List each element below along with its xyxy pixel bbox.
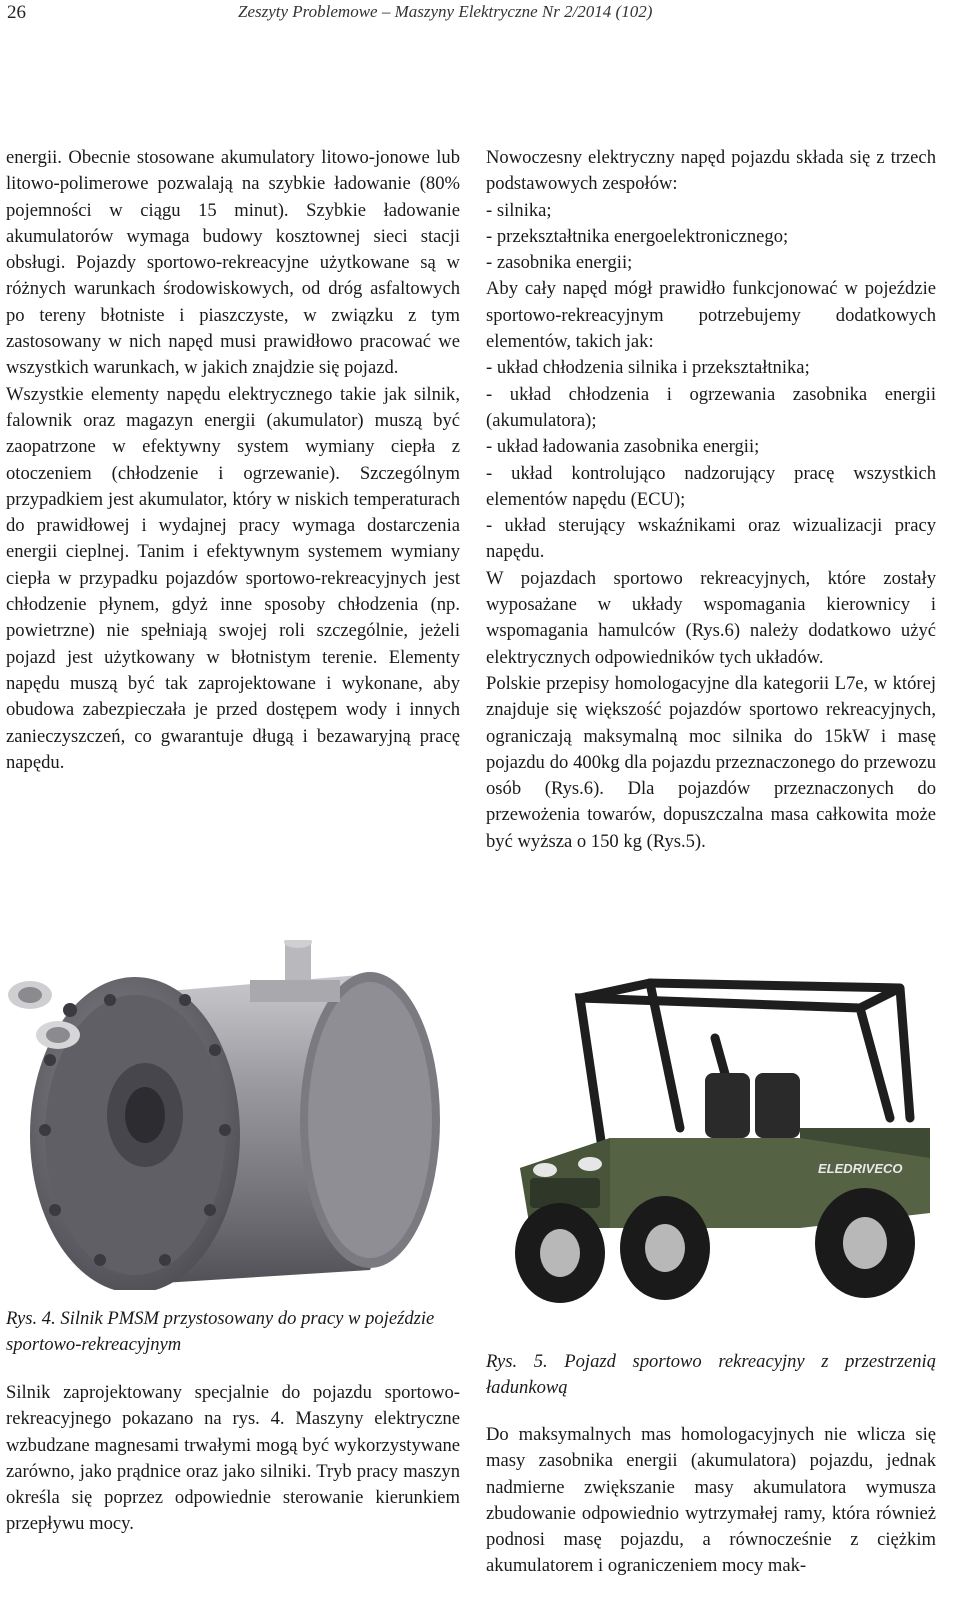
page-header xyxy=(0,0,960,30)
paragraph: Polskie przepisy homologacyjne dla kategorii L7e, w której znajduje się większość pojazdów sportowo rekreacyjnych, ograniczają maksymalną moc silnika do 15kW i masę pojazdu do 400kg dla pojazdu przeznaczonego do przewozu osób (Rys.6). Dla pojazdów przeznaczonych do przewożenia towarów, dopuszczalna masa całkowita może być wyższa o 150 kg (Rys.5). xyxy=(486,672,936,852)
pmsm-motor-illustration xyxy=(0,940,470,1290)
list-item: - silnika; xyxy=(486,199,552,221)
list-item: - układ chłodzenia i ogrzewania zasobnika energii (akumulatora); xyxy=(486,383,936,431)
paragraph: Wszystkie elementy napędu elektrycznego takie jak silnik, falownik oraz magazyn energii (akumulator) muszą być zaopatrzone w efektywny system wymiany ciepła z otoczeniem (chłodzenie i ogrzewanie). Szczególnym przypadkiem jest akumulator, który w niskich temperaturach do prawidłowej i wydajnej pracy wymaga dostarczenia energii cieplnej. Tanim i efektywnym systemem wymiany ciepła w przypadku pojazdów sportowo-rekreacyjnych jest chłodzenie płynem, gdyż inne sposoby chłodzenia (np. powietrzne) nie spełniają swojej roli szczególnie, jeżeli pojazd jest użytkowany w błotnistym terenie. Elementy napędu muszą być tak zaprojektowane i wykonane, aby obudowa zabezpieczała je przed dostępem wody i innych zanieczyszczeń, co gwarantuje długą i bezawaryjną pracę napędu. xyxy=(6,383,460,773)
paragraph: Nowoczesny elektryczny napęd pojazdu składa się z trzech podstawowych zespołów: xyxy=(486,147,936,195)
list-item: - układ ładowania zasobnika energii; xyxy=(486,436,760,458)
left-column-bottom xyxy=(6,1380,460,1538)
paragraph: Do maksymalnych mas homologacyjnych nie wlicza się masy zasobnika energii (akumulatora) pojazdu, jednak nadmierne zwiększanie masy akumulatora wymusza zbudowanie odpowiednio wytrzymałej ramy, która również podnosi masę pojazdu, a równocześnie z ciężkim akumulatorem i ograniczeniem mocy mak- xyxy=(486,1424,936,1577)
motor-figure xyxy=(0,940,470,1290)
figure-5-caption: Rys. 5. Pojazd sportowo rekreacyjny z przestrzenią ładunkową xyxy=(486,1351,936,1398)
journal-title: Zeszyty Problemowe – Maszyny Elektryczne Nr 2/2014 (102) xyxy=(238,2,653,21)
figure-4-caption: Rys. 4. Silnik PMSM przystosowany do pracy w pojeździe sportowo-rekreacyjnym xyxy=(6,1308,435,1355)
right-column-top xyxy=(486,145,936,855)
list-item: - przekształtnika energoelektronicznego; xyxy=(486,225,789,247)
vehicle-figure xyxy=(500,978,940,1308)
list-item: - zasobnika energii; xyxy=(486,252,633,274)
paragraph: Silnik zaprojektowany specjalnie do pojazdu sportowo-rekreacyjnego pokazano na rys. 4. Maszyny elektryczne wzbudzane magnesami trwałymi mogą być wykorzystywane zarówno, jako prądnice oraz jako silniki. Tryb pracy maszyn określa się poprzez odpowiednie sterowanie kierunkiem przepływu mocy. xyxy=(6,1382,460,1535)
paragraph: energii. Obecnie stosowane akumulatory litowo-jonowe lub litowo-polimerowe pozwalają na szybkie ładowanie (80% pojemności w ciągu 15 minut). Szybkie ładowanie akumulatorów wymaga budowy kosztownej sieci stacji obsługi. Pojazdy sportowo-rekreacyjne użytkowane są w różnych warunkach środowiskowych, od dróg asfaltowych po tereny błotniste i piaszczyste, w związku z tym zastosowany w nich napęd musi prawidłowo pracować we wszystkich warunkach, w jakich znajdzie się pojazd. xyxy=(6,147,460,379)
left-column-top xyxy=(6,145,460,776)
utility-vehicle-illustration xyxy=(500,978,940,1308)
list-item: - układ kontrolująco nadzorujący pracę wszystkich elementów napędu (ECU); xyxy=(486,462,936,510)
paragraph: Aby cały napęd mógł prawidło funkcjonować w pojeździe sportowo-rekreacyjnym potrzebujemy dodatkowych elementów, takich jak: xyxy=(486,278,936,353)
page-number: 26 xyxy=(7,2,26,23)
paragraph: W pojazdach sportowo rekreacyjnych, które zostały wyposażane w układy wspomagania kierownicy i wspomagania hamulców (Rys.6) należy dodatkowo użyć elektrycznych odpowiedników tych układów. xyxy=(486,567,936,668)
right-column-bottom xyxy=(486,1422,936,1580)
list-item: - układ sterujący wskaźnikami oraz wizualizacji pracy napędu. xyxy=(486,515,936,563)
vehicle-logo: ELEDRIVECO xyxy=(818,1161,903,1176)
list-item: - układ chłodzenia silnika i przekształtnika; xyxy=(486,357,810,379)
